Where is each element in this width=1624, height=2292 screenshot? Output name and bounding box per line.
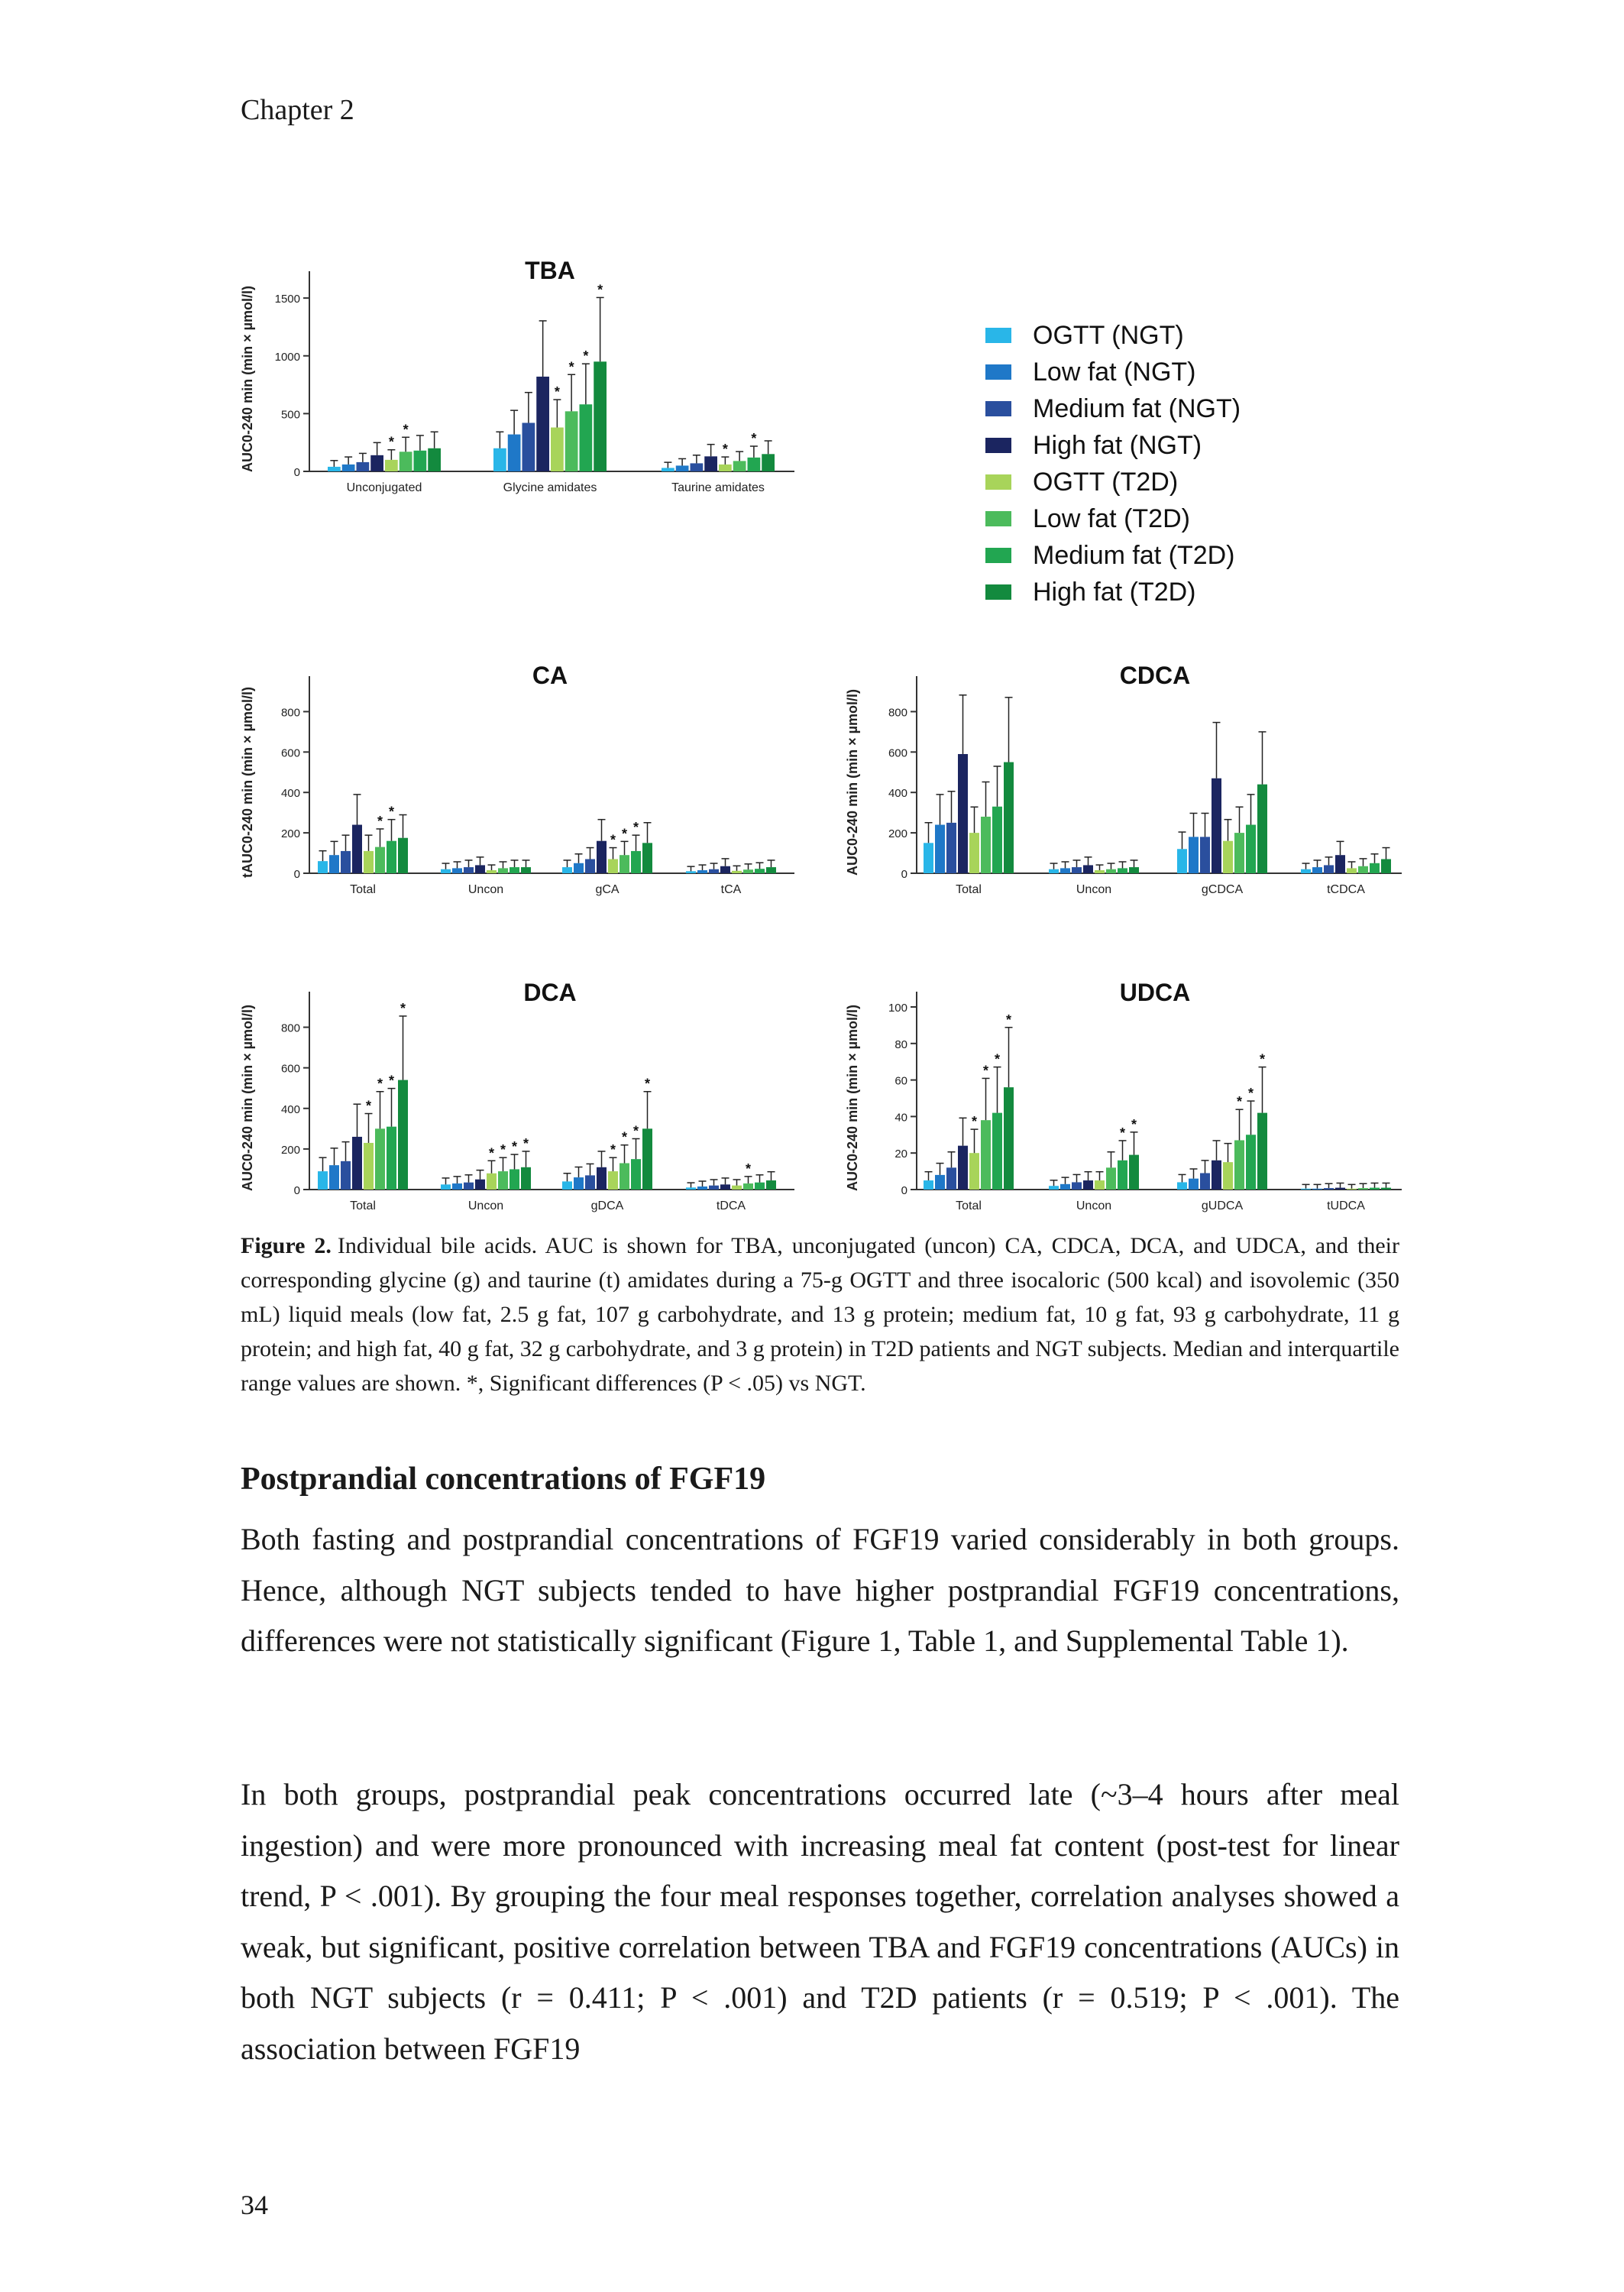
bar [565,411,578,471]
bar [969,1153,979,1190]
bar [766,867,776,873]
bar [452,868,462,873]
bar [1118,868,1127,873]
significance-star: * [982,1063,989,1079]
bar [1095,1180,1105,1190]
bar [1083,865,1093,873]
bar [697,870,707,873]
bar [342,465,355,471]
legend-item [985,317,1241,354]
bar [341,1161,351,1190]
bar [1049,869,1059,873]
bar [375,847,385,873]
x-tick-label: tCDCA [1327,883,1365,896]
bar [1312,1189,1322,1190]
y-axis-label: AUC0-240 min (min × µmol/l) [240,1005,255,1191]
section-heading: Postprandial concentrations of FGF19 [241,1462,766,1497]
y-tick-label: 0 [293,868,300,881]
bar [1200,837,1210,873]
bar [1246,1135,1256,1190]
significance-star: * [568,359,574,375]
x-tick-label: Total [350,883,376,896]
bar [1049,1186,1059,1190]
legend-item [985,464,1241,500]
y-axis-label: AUC0-240 min (min × µmol/l) [240,286,255,472]
bar [487,1174,497,1190]
significance-star: * [745,1161,752,1177]
bar [387,841,396,873]
bar [1004,762,1014,873]
bar [1083,1180,1093,1190]
bar [1324,865,1334,873]
x-tick-label: Uncon [467,883,504,896]
bar [1234,1140,1244,1190]
bar [364,851,374,873]
bar [585,1175,595,1190]
y-tick-label: 600 [280,746,300,760]
significance-star: * [751,431,757,447]
significance-star: * [488,1145,495,1161]
bar [748,458,761,471]
bar [597,841,607,873]
bar [385,460,398,471]
bar [755,869,765,873]
bar [1072,1182,1082,1190]
bar [1129,1155,1139,1190]
bar [328,467,341,471]
bar [697,1186,707,1190]
significance-star: * [377,1076,383,1092]
body-paragraph-1: Both fasting and postprandial concentrations of FGF19 varied considerably in both groups. Hence, although NGT subjects tended to have higher postprandial FGF19 concentrations, differences were not statistically significant (Figure 1, Table 1, and Supplemental Table 1). [241,1522,1399,1658]
legend-swatch [985,401,1011,416]
legend-label: High fat (NGT) [1033,430,1202,460]
bar [969,833,979,873]
y-tick-label: 800 [280,1021,300,1035]
bar [1335,855,1345,873]
bar [691,463,704,471]
y-tick-label: 800 [280,706,300,720]
bar [352,1137,362,1190]
x-tick-label: Uncon [1076,1199,1112,1212]
significance-star: * [1259,1051,1266,1067]
figure-caption-text: Individual bile acids. AUC is shown for TBA, unconjugated (uncon) CA, CDCA, DCA, and UDCA, and their corresponding glycine (g) and taurine (t) amidates during a 75-g OGTT and three isocaloric (500 kcal) and isovolemic (350 mL) liquid meals (low fat, 2.5 g fat, 107 g carbohydrate, and 13 g protein; medium fat, 10 g fat, 93 g carbohydrate, 11 g protein; and high fat, 40 g fat, 32 g carbohydrate, and 3 g protein) in T2D patients and NGT subjects. Median and interquartile range values are shown. *, Significant differences (P < .05) vs NGT. [241,1233,1400,1396]
significance-star: * [1131,1116,1137,1132]
legend-swatch [985,474,1011,490]
x-tick-label: tCA [720,883,742,896]
legend-item [985,500,1241,537]
y-tick-label: 200 [280,827,300,841]
x-tick-label: Taurine amidates [671,481,765,494]
significance-star: * [632,1123,639,1139]
bar [924,1180,933,1190]
bar [1177,1182,1187,1190]
bar [958,1146,968,1190]
bar [946,823,956,873]
bar [743,1183,753,1190]
chart-title: TBA [525,257,575,284]
significance-star: * [994,1051,1001,1067]
legend-item [985,574,1241,610]
bar [400,452,412,471]
significance-star: * [610,832,616,848]
bar [1347,868,1357,873]
significance-star: * [400,1000,406,1016]
bar [1257,1113,1267,1190]
y-tick-label: 400 [280,1102,300,1116]
bar [318,861,328,873]
bar [676,465,689,471]
bar [1335,1188,1345,1190]
bar [562,867,572,873]
legend-swatch [985,364,1011,380]
legend-label: Medium fat (NGT) [1033,393,1241,423]
y-tick-label: 0 [293,1184,300,1197]
bar [597,1167,607,1190]
bar [642,1128,652,1190]
significance-star: * [1005,1012,1012,1028]
bar [762,454,775,471]
bar [510,867,519,873]
bar [1223,1162,1233,1190]
bar [620,855,629,873]
bar [720,866,730,873]
x-tick-label: Uncon [1076,883,1112,896]
y-tick-label: 400 [888,787,907,801]
bar [594,361,607,471]
bar [1347,1189,1357,1190]
bar [441,1184,451,1190]
bar [1200,1173,1210,1190]
x-tick-label: Total [956,883,982,896]
bar [992,807,1002,873]
bar [1358,866,1368,873]
bar [1118,1161,1127,1190]
bar [375,1128,385,1190]
chart-title: UDCA [1119,979,1191,1006]
bar [946,1167,956,1190]
y-tick-label: 80 [894,1038,907,1051]
bar [329,1165,339,1190]
significance-star: * [1247,1086,1254,1102]
significance-star: * [722,442,728,458]
y-tick-label: 0 [901,1184,907,1197]
x-tick-label: gDCA [590,1199,624,1212]
bar [709,1186,719,1190]
bar [981,817,991,873]
significance-star: * [365,1098,372,1114]
bar [452,1183,462,1190]
significance-star: * [644,1076,651,1092]
bar [935,825,945,873]
bar [475,865,485,873]
bar [631,851,641,873]
bar [364,1143,374,1190]
bar [1312,867,1322,873]
y-tick-label: 60 [894,1074,907,1088]
significance-star: * [1236,1094,1243,1110]
y-tick-label: 0 [293,466,300,479]
bar [766,1180,776,1190]
legend-label: Medium fat (T2D) [1033,540,1235,570]
bar [608,1171,618,1190]
bar [642,843,652,873]
bar [341,851,351,873]
significance-star: * [632,820,639,836]
bar [1381,859,1391,873]
bar [510,1169,519,1190]
x-tick-label: tUDCA [1327,1199,1365,1212]
figure-legend [985,317,1241,610]
bar [521,867,531,873]
bar [992,1113,1002,1190]
significance-star: * [500,1142,506,1158]
y-tick-label: 800 [888,706,907,720]
y-tick-label: 100 [888,1002,907,1015]
bar [732,871,742,873]
page-number: 34 [241,2190,268,2220]
bar [522,422,535,471]
running-head: Chapter 2 [241,94,354,126]
bar [1189,837,1199,873]
bar [370,455,383,471]
y-tick-label: 20 [894,1148,907,1161]
bar [1189,1179,1199,1190]
bar [1324,1188,1334,1190]
legend-swatch [985,548,1011,563]
x-tick-label: gUDCA [1201,1199,1244,1212]
bar [1106,1167,1116,1190]
bar [585,859,595,873]
bar [1095,870,1105,873]
legend-item [985,537,1241,574]
bar [441,869,451,873]
legend-label: Low fat (T2D) [1033,503,1190,533]
figure-caption-label: Figure 2. [241,1233,332,1258]
bar [551,428,564,471]
bar [732,1186,742,1190]
significance-star: * [583,348,589,364]
bar [924,843,933,873]
bar [1223,841,1233,873]
bar [608,859,618,873]
body-paragraph-2: In both groups, postprandial peak concentrations occurred late (~3–4 hours after meal ingestion) and were more pronounced with increasing meal fat content (post-test for linear trend, P < .001). By grouping the four meal responses together, correlation analyses showed a weak, but significant, positive correlation between TBA and FGF19 concentrations (AUCs) in both NGT subjects (r = 0.411; P < .001) and T2D patients (r = 0.519; P < .001). The association between FGF19 [241,1777,1399,2066]
significance-star: * [522,1135,529,1151]
y-tick-label: 40 [894,1111,907,1125]
significance-star: * [388,434,394,450]
legend-swatch [985,511,1011,526]
y-tick-label: 600 [280,1062,300,1076]
bar [709,869,719,873]
bar [398,1080,408,1190]
y-tick-label: 200 [888,827,907,841]
legend-label: OGTT (NGT) [1033,320,1184,350]
significance-star: * [610,1142,616,1158]
y-axis-label: AUC0-240 min (min × µmol/l) [845,1005,860,1191]
bar [1370,1188,1380,1190]
legend-item [985,390,1241,427]
bar [1358,1188,1368,1190]
y-tick-label: 400 [280,787,300,801]
bar [329,855,339,873]
bar [521,1167,531,1190]
legend-label: OGTT (T2D) [1033,467,1179,497]
bar [475,1180,485,1190]
bar [1257,785,1267,873]
x-tick-label: Total [956,1199,982,1212]
x-tick-label: gCDCA [1201,883,1244,896]
significance-star: * [621,1129,628,1145]
chart-title: CA [532,662,568,689]
legend-swatch [985,438,1011,453]
bar [428,448,441,471]
bar [508,435,521,471]
x-tick-label: Glycine amidates [503,481,597,494]
bar [1370,863,1380,873]
bar [686,1187,696,1190]
bar [720,1184,730,1190]
bar [662,468,675,471]
legend-swatch [985,584,1011,600]
bar [1212,779,1221,873]
significance-star: * [388,1073,395,1089]
figure-caption [241,1229,1399,1400]
bar [357,462,370,471]
bar [1072,867,1082,873]
legend-label: High fat (T2D) [1033,577,1196,607]
legend-swatch [985,328,1011,343]
bar [755,1183,765,1190]
bar [620,1163,629,1190]
x-tick-label: tDCA [716,1199,746,1212]
bar [686,871,696,873]
x-tick-label: Uncon [467,1199,504,1212]
y-tick-label: 1000 [274,350,300,364]
bar [493,448,506,471]
bar [498,1171,508,1190]
bar [1212,1161,1221,1190]
significance-star: * [377,813,383,829]
significance-star: * [388,804,395,820]
legend-item [985,354,1241,390]
x-tick-label: Unconjugated [346,481,422,494]
bar [1177,849,1187,873]
y-tick-label: 500 [280,408,300,422]
y-tick-label: 0 [901,868,907,881]
bar [1301,869,1311,873]
bar [1004,1087,1014,1190]
y-axis-label: AUC0-240 min (min × µmol/l) [845,689,860,876]
significance-star: * [554,384,560,400]
bar [487,870,497,873]
bar [743,869,753,873]
significance-star: * [597,282,603,298]
x-tick-label: gCA [595,883,620,896]
legend-label: Low fat (NGT) [1033,357,1196,387]
bar [318,1171,328,1190]
significance-star: * [621,826,628,842]
bar [1301,1189,1311,1190]
x-tick-label: Total [350,1199,376,1212]
y-tick-label: 1500 [274,293,300,306]
bar [935,1175,945,1190]
legend-item [985,427,1241,464]
bar [498,868,508,873]
bar [719,465,732,471]
bar [1381,1188,1391,1190]
bar [1234,833,1244,873]
bar [562,1181,572,1190]
chart-title: CDCA [1119,662,1191,689]
significance-star: * [511,1139,518,1155]
bar [574,1177,584,1190]
bar [387,1127,396,1190]
bar [733,461,746,471]
bar [704,456,717,471]
y-tick-label: 200 [280,1143,300,1157]
significance-star: * [1119,1125,1126,1141]
bar [1060,868,1070,873]
bar [1129,867,1139,873]
chart-title: DCA [523,979,577,1006]
bar [414,451,427,471]
bar [536,377,549,471]
bar [352,825,362,873]
bar [958,754,968,873]
significance-star: * [403,422,409,438]
y-tick-label: 600 [888,746,907,760]
bar [1246,825,1256,873]
bar [1106,869,1116,873]
bar [574,863,584,873]
bar [398,838,408,873]
y-axis-label: tAUC0-240 min (min × µmol/l) [240,687,255,878]
significance-star: * [971,1114,978,1130]
bar [464,1183,474,1190]
bar [1060,1184,1070,1190]
bar [981,1120,991,1190]
bar [464,867,474,873]
bar [580,404,593,471]
bar [631,1159,641,1190]
